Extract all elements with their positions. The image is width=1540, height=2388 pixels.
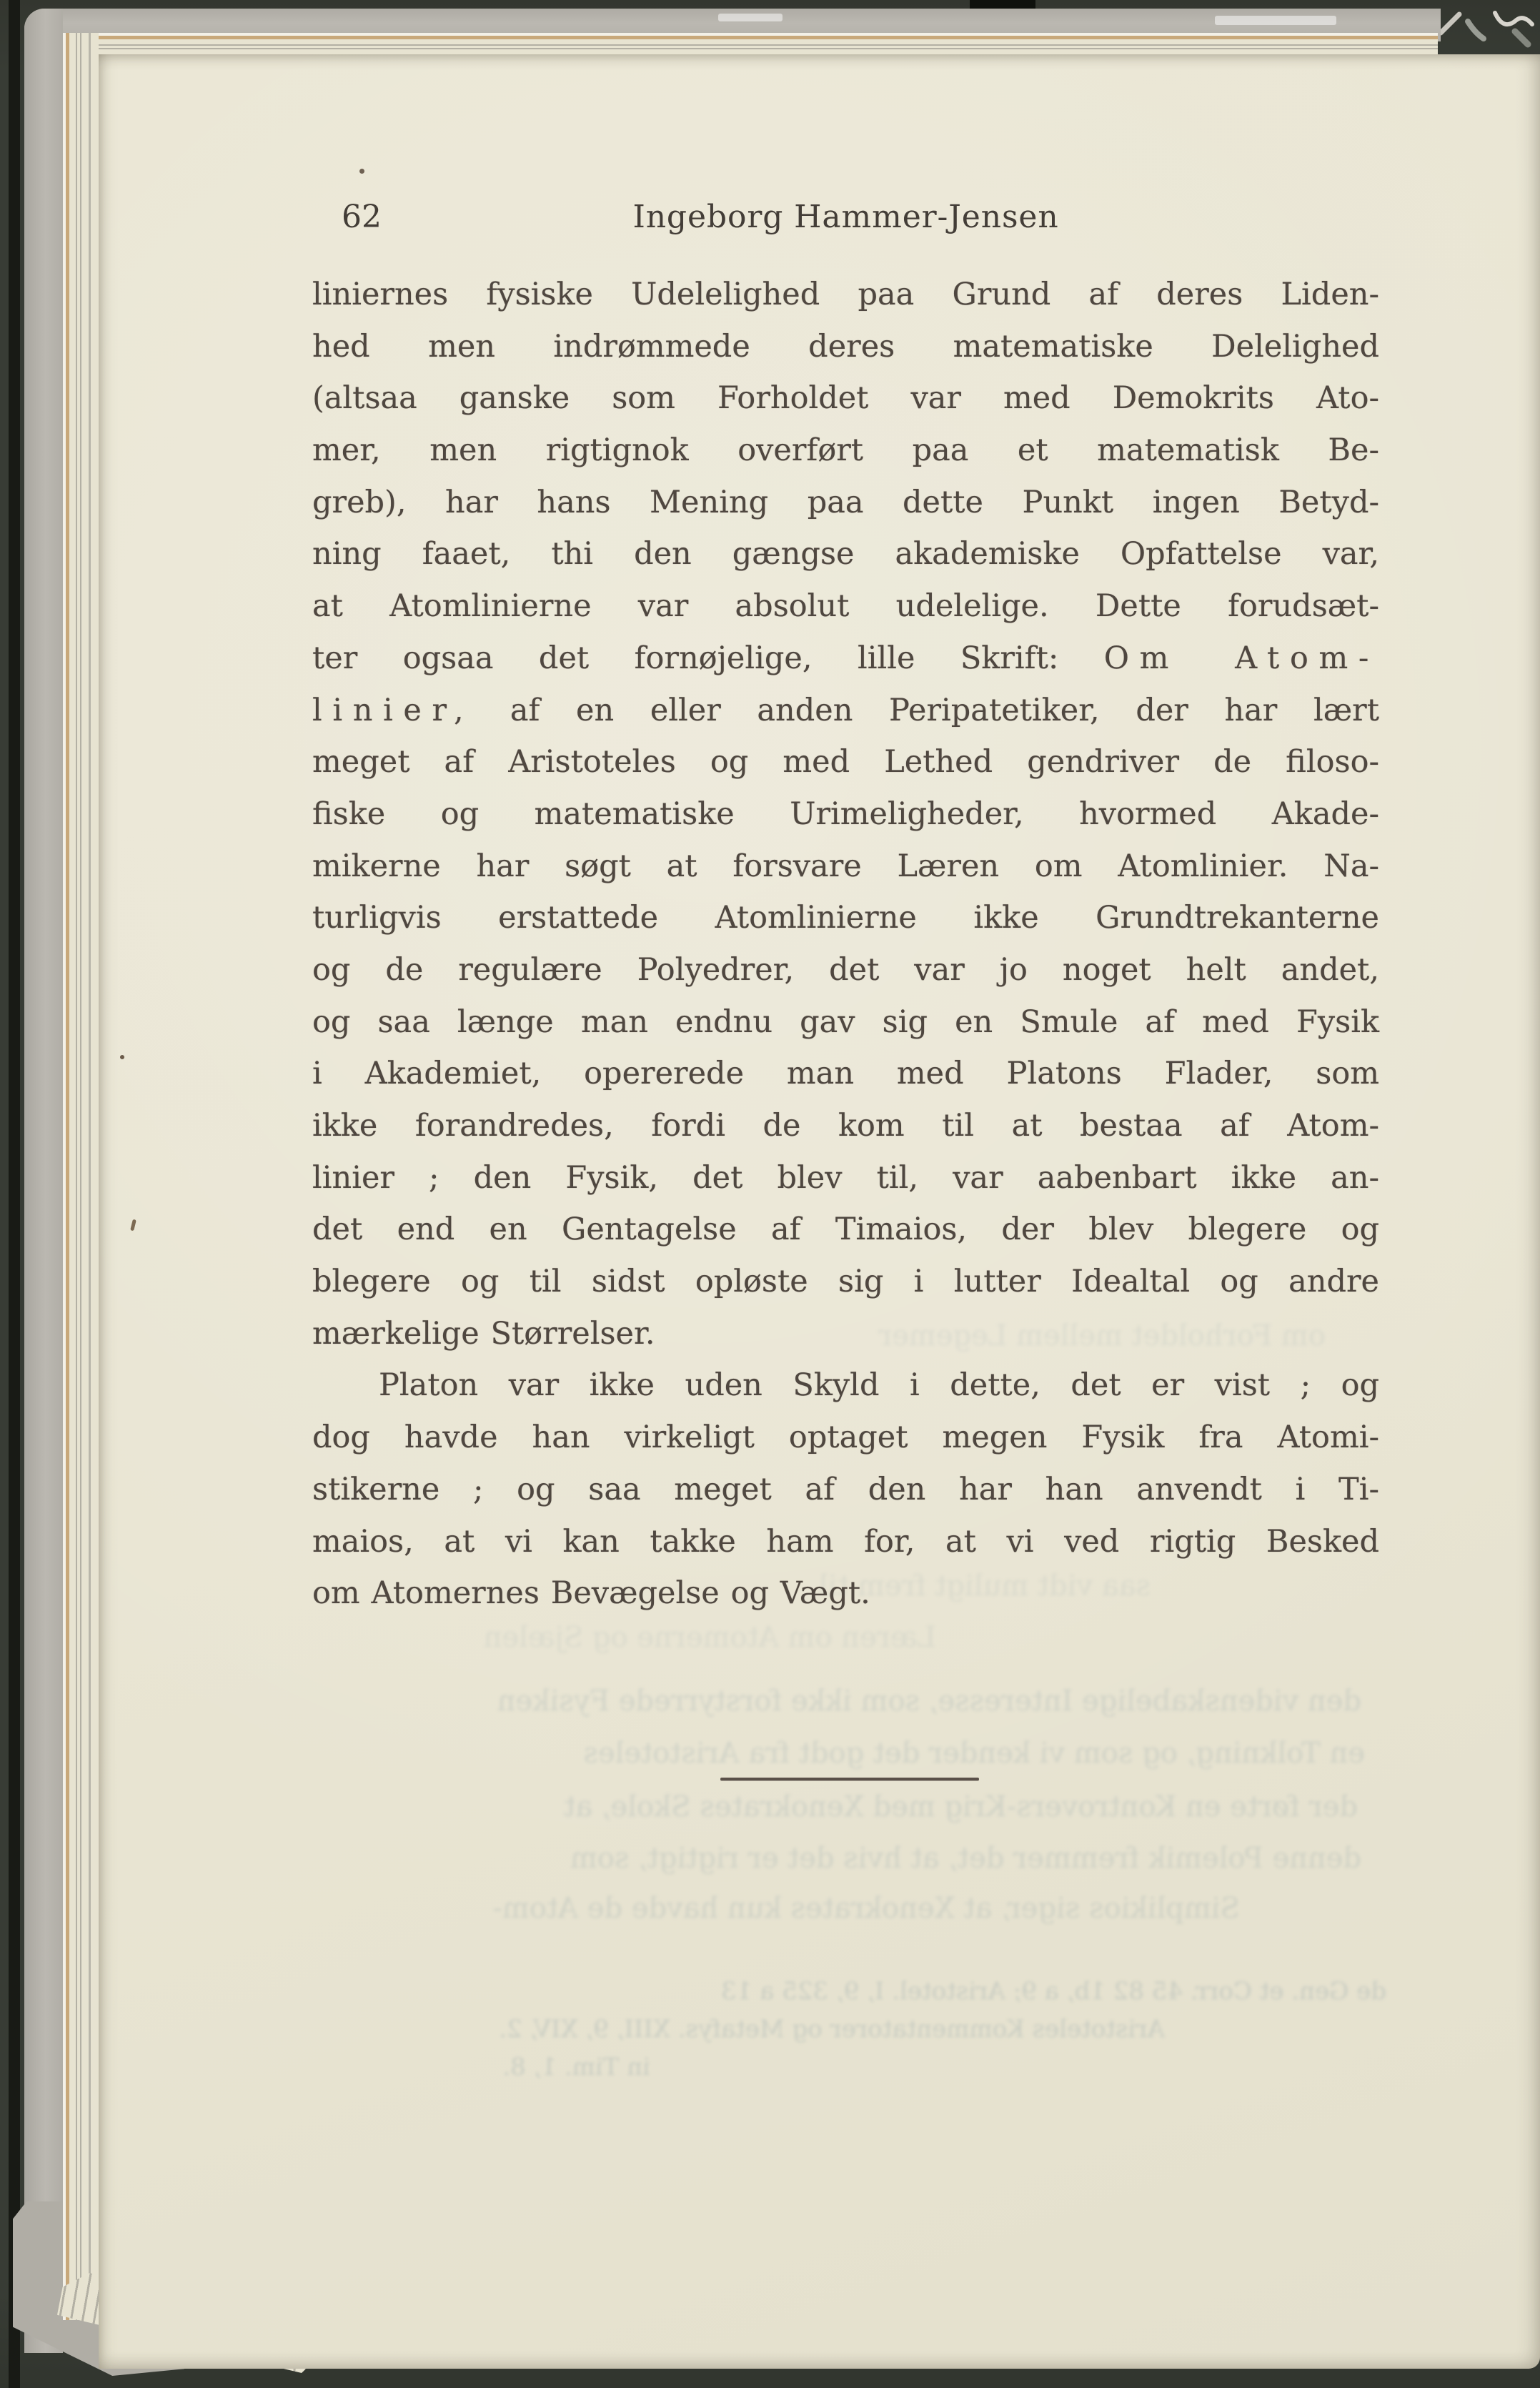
footnote-separator-rule <box>720 1778 979 1780</box>
bleedthrough-line: in Tim. 1, 8. <box>502 2053 650 2081</box>
bleedthrough-line: Simplikios siger, at Xenokrates kun havde de Atom- <box>492 1892 1240 1925</box>
text-line <box>312 1359 1379 1412</box>
paper-speck <box>120 1055 124 1059</box>
text-line <box>312 1152 1379 1204</box>
text-line <box>312 1567 1379 1620</box>
text-segment: liniernes fysiske Udelelighed paa Grund af deres Liden- <box>312 277 1379 312</box>
page-text <box>312 269 1379 1620</box>
bleedthrough-line: denne Polemik fremmer det, at hvis det er rigtigt, som <box>570 1842 1361 1875</box>
text-segment: ikke forandredes, fordi de kom til at bestaa af Atom- <box>312 1108 1379 1144</box>
text-segment: meget af Aristoteles og med Lethed gendriver de filoso- <box>312 744 1379 781</box>
text-segment: dog havde han virkeligt optaget megen Fysik fra Atomi- <box>312 1420 1379 1456</box>
text-line <box>312 580 1379 633</box>
text-line <box>312 269 1379 321</box>
text-segment: maios, at vi kan takke ham for, at vi ved rigtig Besked <box>312 1523 1379 1560</box>
text-line <box>312 841 1379 893</box>
page-edges-left <box>63 33 99 2320</box>
text-line <box>312 477 1379 529</box>
bleedthrough-line: saa vidt muligt frem til <box>818 1570 1151 1602</box>
running-header: Ingeborg Hammer-Jensen <box>632 199 1059 235</box>
text-segment: greb), har hans Mening paa dette Punkt ingen Betyd- <box>312 484 1379 520</box>
text-segment: og saa længe man endnu gav sig en Smule af med Fysik <box>312 1004 1379 1040</box>
text-segment: fiske og matematiske Urimeligheder, hvormed Akade- <box>312 796 1379 832</box>
text-line <box>312 892 1379 944</box>
text-line <box>312 372 1379 425</box>
handwriting-marks <box>1435 0 1540 60</box>
bleedthrough-line: en Tolkning, og som vi kender det godt fra Aristoteles <box>583 1737 1365 1770</box>
emphasized-text: Om Atom- <box>1103 640 1379 676</box>
text-segment: om Atomernes Bevægelse og Vægt. <box>312 1575 870 1612</box>
bleedthrough-line: Læren om Atomerne og Sjælen <box>483 1621 936 1654</box>
text-line <box>312 1048 1379 1100</box>
text-segment: ning faaet, thi den gængse akademiske Opfattelse var, <box>312 536 1379 573</box>
page-number: 62 <box>342 199 382 235</box>
text-line <box>312 1516 1379 1568</box>
paper-speck <box>359 169 364 174</box>
emphasized-text: linier, <box>312 692 475 728</box>
scan-gutter-shadow <box>9 0 20 2388</box>
text-segment: mærkelige Størrelser. <box>312 1315 655 1352</box>
text-segment: ter ogsaa det fornøjelige, lille Skrift: <box>312 640 1104 676</box>
text-segment: i Akademiet, opererede man med Platons Flader, som <box>312 1056 1379 1092</box>
text-line <box>312 996 1379 1049</box>
text-segment: (altsaa ganske som Forholdet var med Demokrits Ato- <box>312 380 1379 417</box>
text-line <box>312 1308 1379 1360</box>
book-page <box>99 54 1540 2369</box>
text-segment: Platon var ikke uden Skyld i dette, det er vist ; og <box>379 1367 1379 1404</box>
bleedthrough-line: Aristoteles Kommentatorer og Metafys. XIII, 9, XIV, 2. <box>499 2015 1165 2043</box>
text-line <box>312 1100 1379 1152</box>
bleedthrough-line: om Forholdet mellem Legemer <box>878 1319 1326 1352</box>
text-line <box>312 736 1379 788</box>
text-segment: stikerne ; og saa meget af den har han anvendt i Ti- <box>312 1471 1379 1507</box>
text-line <box>312 788 1379 841</box>
cover-glint <box>718 14 783 21</box>
text-segment: turligvis erstattede Atomlinierne ikke Grundtrekanterne <box>312 900 1379 936</box>
text-segment: blegere og til sidst opløste sig i lutter Idealtal og andre <box>312 1264 1379 1300</box>
text-line <box>312 528 1379 580</box>
text-segment: og de regulære Polyedrer, det var jo noget helt andet, <box>312 951 1379 988</box>
text-segment: mer, men rigtignok overført paa et matematisk Be- <box>312 432 1379 469</box>
text-line <box>312 1464 1379 1516</box>
bleedthrough-line: de Gen. et Corr. 45 82 1b, a 9; Aristotel. I, 9, 325 a 13 <box>721 1977 1386 2006</box>
bleedthrough-line: den videnskabelige Interesse, som ikke forstyrrede Fysiken <box>497 1685 1361 1718</box>
text-line <box>312 1256 1379 1308</box>
page-edges-top <box>63 33 1438 54</box>
paper-speck <box>130 1219 136 1232</box>
text-line <box>312 321 1379 373</box>
text-segment: linier ; den Fysik, det blev til, var aabenbart ikke an- <box>312 1159 1379 1196</box>
cover-glint <box>1215 16 1336 25</box>
text-line <box>312 685 1379 737</box>
book-cover-edge-left <box>24 9 63 2353</box>
text-line <box>312 425 1379 477</box>
text-line <box>312 944 1379 996</box>
text-segment: at Atomlinierne var absolut udelelige. Dette forudsæt- <box>312 588 1379 625</box>
text-line <box>312 1412 1379 1464</box>
running-header-row <box>312 198 1379 237</box>
text-line <box>312 633 1379 685</box>
text-segment: mikerne har søgt at forsvare Læren om Atomlinier. Na- <box>312 848 1379 884</box>
text-line <box>312 1204 1379 1256</box>
bleedthrough-line: der førte en Kontrovers-Krig med Xenokrates Skole, at <box>564 1790 1358 1823</box>
text-segment: af en eller anden Peripatetiker, der har lært <box>474 692 1379 728</box>
text-segment: det end en Gentagelse af Timaios, der blev blegere og <box>312 1212 1379 1248</box>
text-segment: hed men indrømmede deres matematiske Delelighed <box>312 328 1379 365</box>
